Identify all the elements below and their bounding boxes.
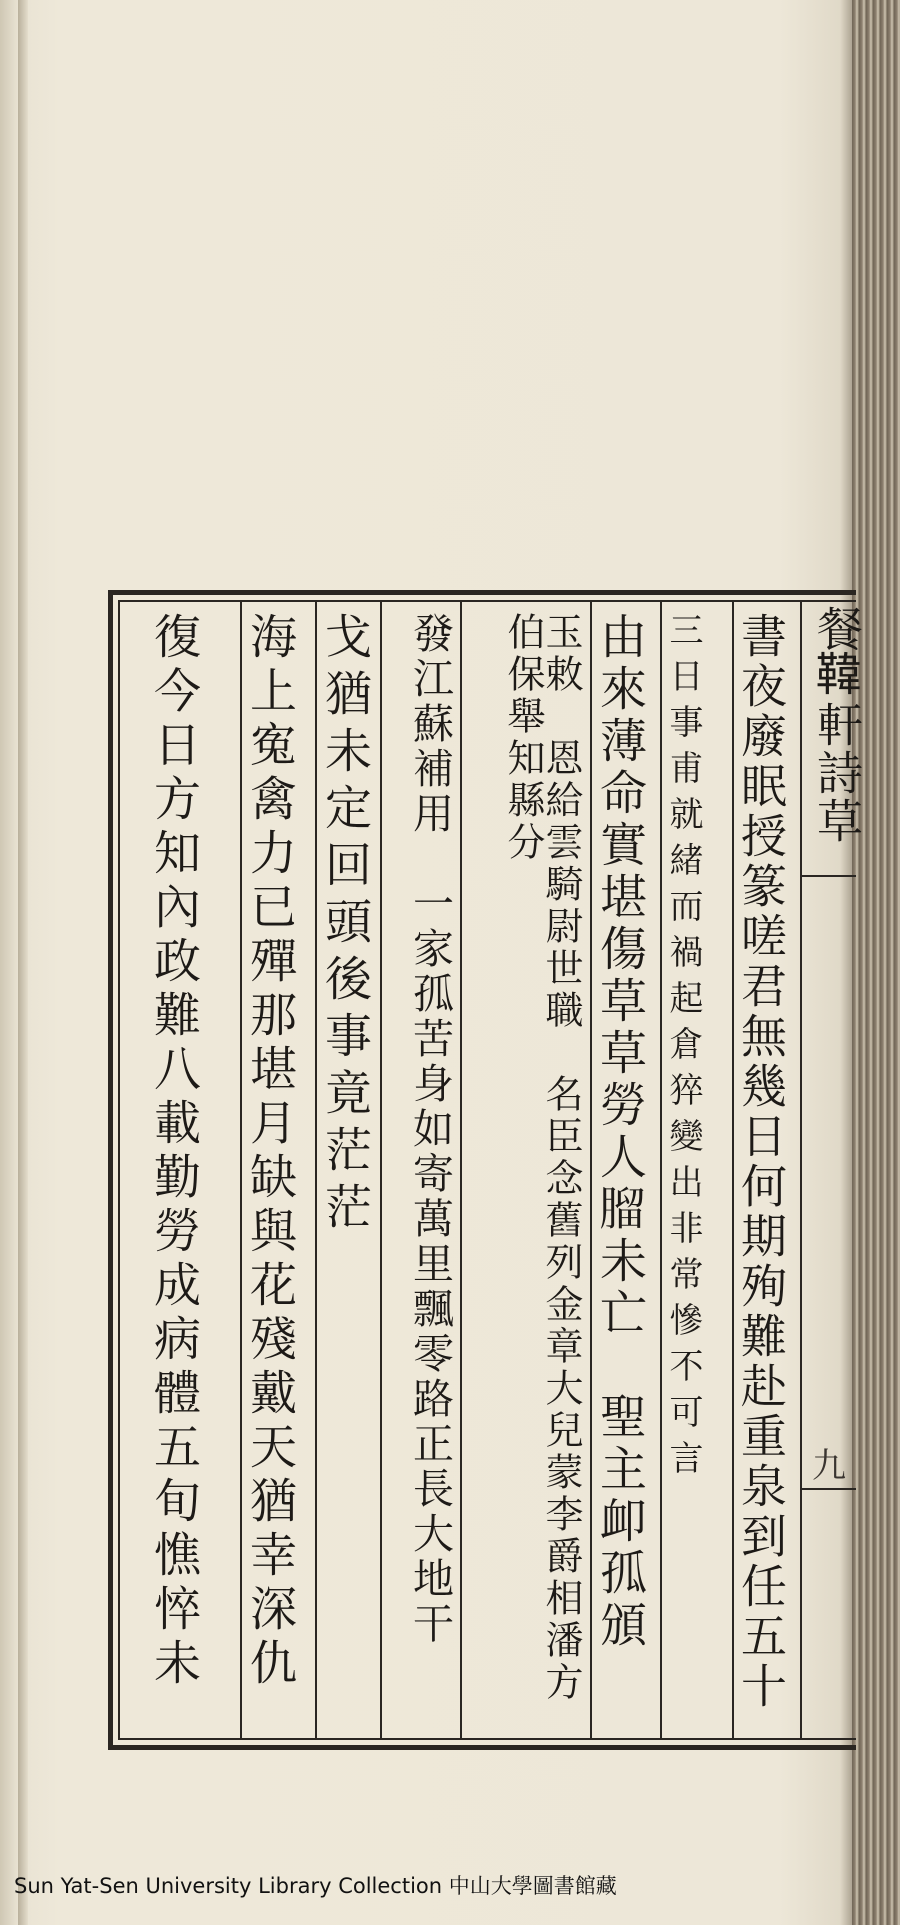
column-rule: [460, 600, 462, 1740]
text-column-3: 由來薄命實堪傷草草勞人𦞧未亡 聖主卹孤頒: [592, 612, 647, 1652]
fish-tail-divider: [802, 875, 856, 877]
book-spine: [852, 0, 900, 1925]
text-column-8: 復今日方知內政難八載勤勞成病體五旬憔悴未: [146, 612, 201, 1692]
text-column-7: 海上寃禽力已殫那堪月缺與花殘戴天猶幸深仇: [242, 612, 297, 1692]
column-rule: [660, 600, 662, 1740]
text-column-2: 三日事甫就緒而禍起倉猝變出非常慘不可言: [663, 612, 703, 1486]
book-title: 餐𩋾軒詩草: [810, 605, 864, 845]
column-rule: [380, 600, 382, 1740]
text-column-5: 發江蘇補用 一家孤苦身如寄萬里飄零路正長大地干: [406, 612, 454, 1647]
text-column-6: 戈猶未定回頭後事竟茫茫: [317, 612, 372, 1239]
library-caption: Sun Yat-Sen University Library Collection 中山大學圖書館藏: [14, 1874, 617, 1898]
text-column-4: 玉敕 恩給雲騎尉世職 名臣念舊列金章大兒蒙李爵相潘方伯保舉知縣分: [501, 612, 583, 1704]
leaf-number: 九: [812, 1446, 846, 1486]
fish-tail-divider: [802, 1488, 856, 1490]
page-edge: [18, 0, 28, 1925]
text-column-1: 書夜廢眠授篆嗟君無幾日何期殉難赴重泉到任五十: [734, 612, 788, 1712]
